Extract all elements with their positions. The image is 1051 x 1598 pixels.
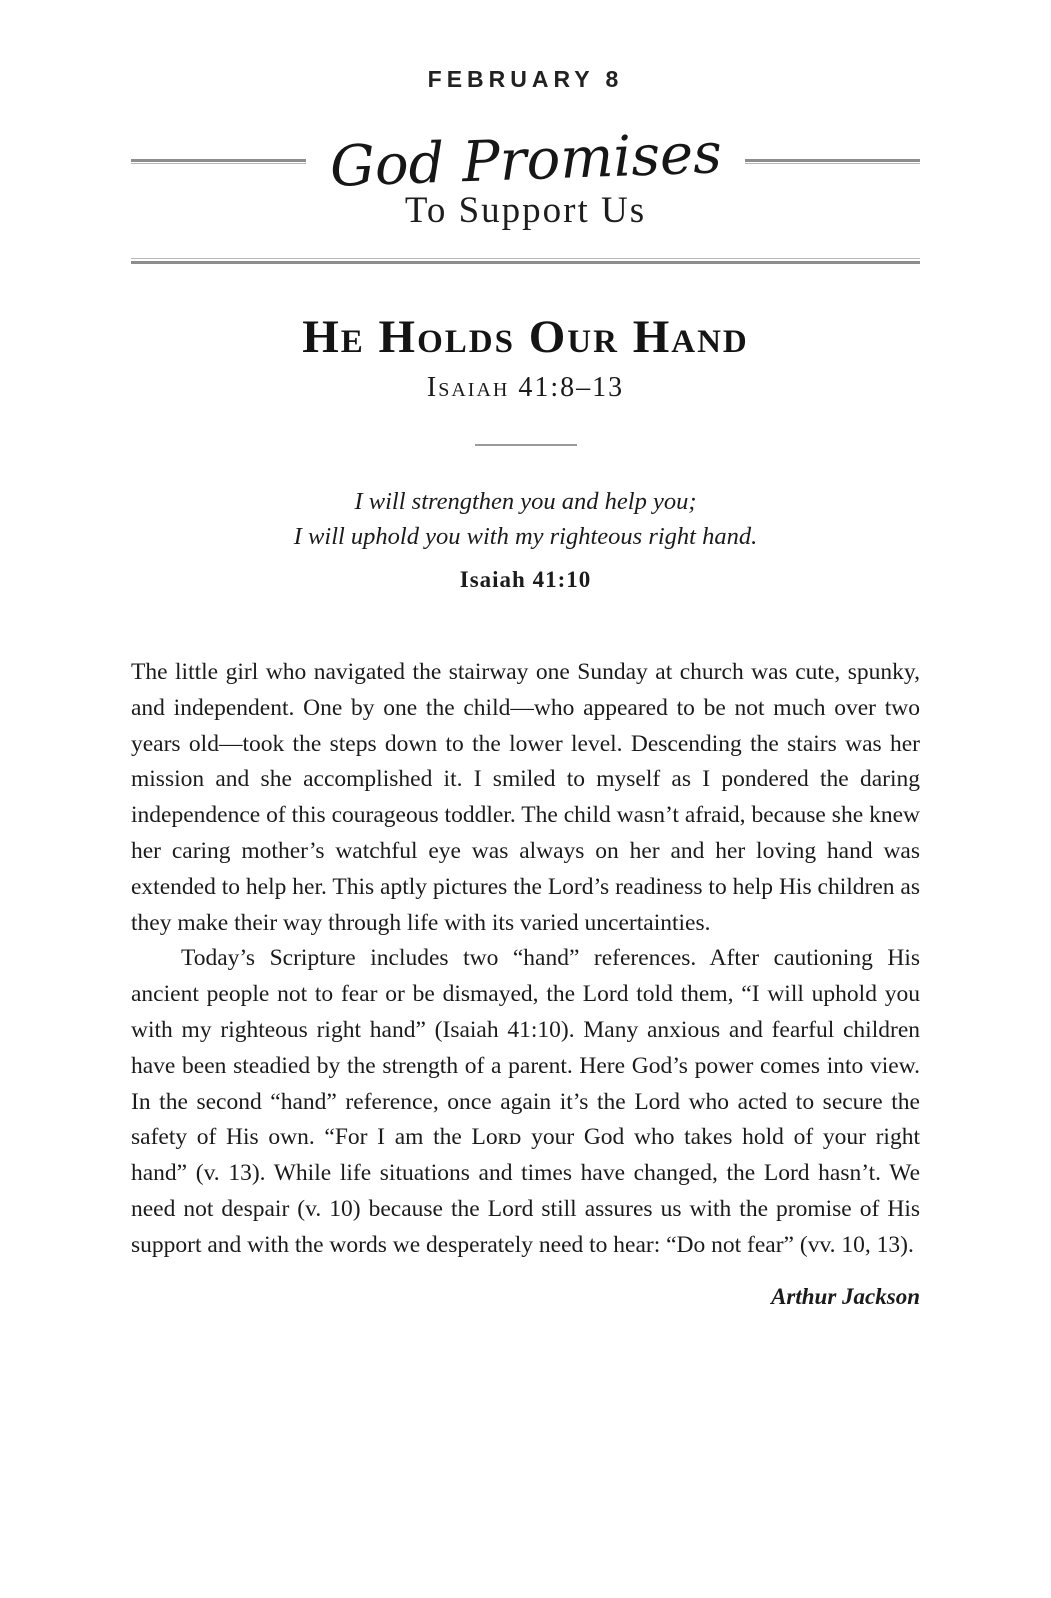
short-divider-rule	[475, 444, 577, 446]
right-double-rule	[745, 159, 920, 164]
full-width-double-rule	[131, 258, 920, 264]
left-double-rule	[131, 159, 306, 164]
devotional-title: He Holds Our Hand	[302, 311, 749, 363]
passage-reference: Isaiah 41:8–13	[426, 372, 625, 403]
series-script-title: God Promises	[328, 121, 723, 200]
quote-line-2: I will uphold you with my righteous right hand.	[293, 523, 758, 550]
date-header: FEBRUARY 8	[427, 66, 624, 92]
series-subtitle: To Support Us	[404, 190, 647, 231]
scripture-quote	[0, 484, 1051, 554]
body-paragraph-2: Today’s Scripture includes two “hand” references. After cautioning His ancient people not to fear or be dismayed, the Lord told them, “I will uphold you with my righteous right hand” (Isaiah 41:10). Many anxious and fearful children have been steadied by the strength of a parent. Here God’s power comes into view. In the second “hand” reference, once again it’s the Lord who acted to secure the safety of His own. “For I am the Lᴏʀᴅ your God who takes hold of your right hand” (v. 13). While life situations and times have changed, the Lord hasn’t. We need not despair (v. 10) because the Lord still assures us with the promise of His support and with the words we desperately need to hear: “Do not fear” (vv. 10, 13).	[131, 945, 920, 1258]
author-byline: Arthur Jackson	[771, 1283, 920, 1309]
series-header	[131, 121, 920, 200]
quote-reference: Isaiah 41:10	[459, 567, 592, 592]
quote-line-1: I will strengthen you and help you;	[354, 488, 697, 515]
body-paragraph-1: The little girl who navigated the stairway one Sunday at church was cute, spunky, and independent. One by one the child—who appeared to be not much over two years old—took the steps down to the lower level. Descending the stairs was her mission and she accomplished it. I smiled to myself as I pondered the daring independence of this courageous toddler. The child wasn’t afraid, because she knew her caring mother’s watchful eye was always on her and her loving hand was extended to help her. This aptly pictures the Lord’s readiness to help His children as they make their way through life with its varied uncertainties.	[131, 659, 920, 936]
devotional-body	[131, 655, 920, 1264]
